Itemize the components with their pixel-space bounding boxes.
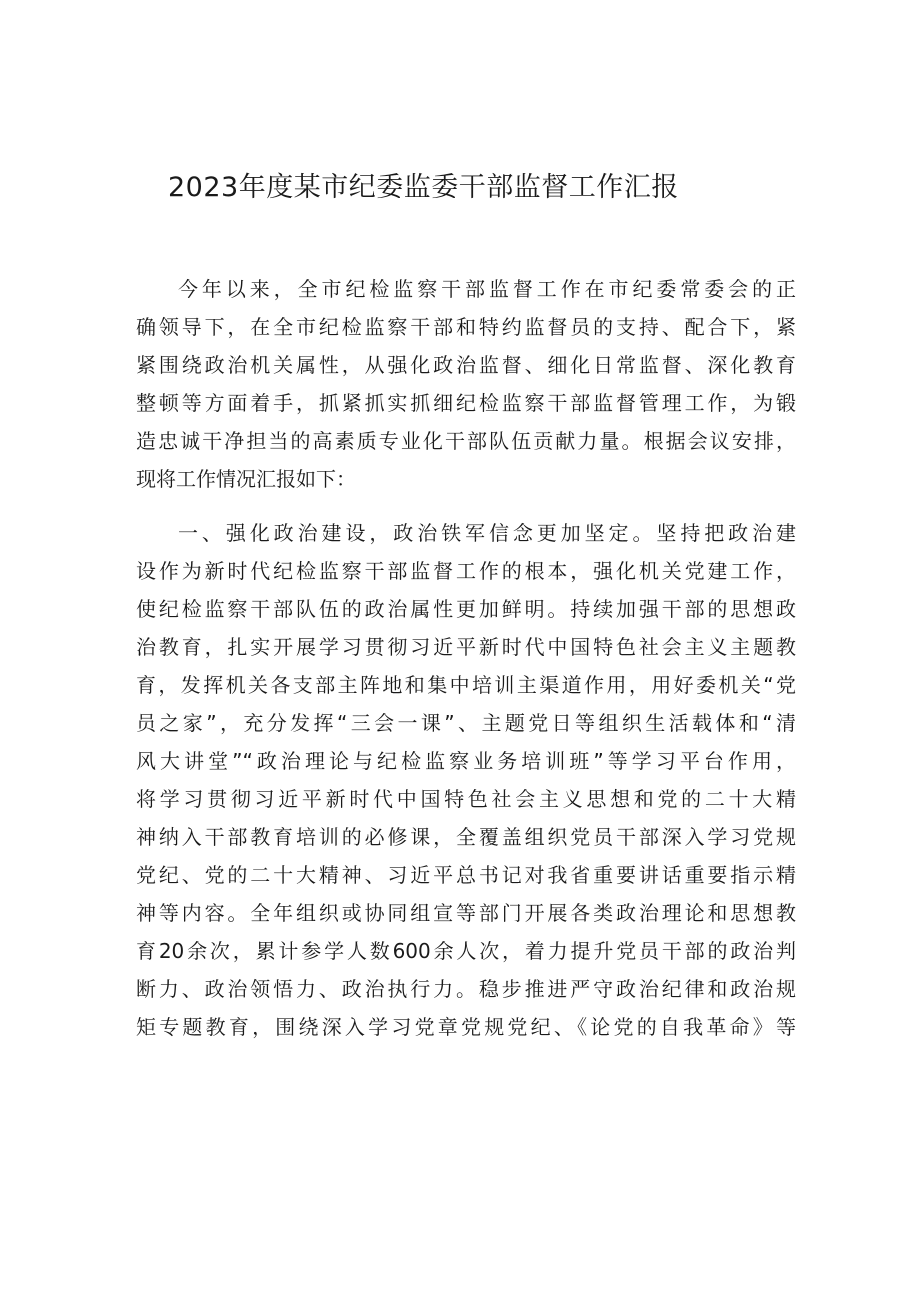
- paragraph-1-line: 造忠诚干净担当的高素质专业化干部队伍贡献力量。根据会议安排，: [136, 429, 796, 453]
- paragraph-2-line: 将学习贯彻习近平新时代中国特色社会主义思想和党的二十大精: [136, 787, 796, 811]
- paragraph-2-line: 使纪检监察干部队伍的政治属性更加鲜明。持续加强干部的思想政: [136, 597, 796, 621]
- paragraph-2-line: 设作为新时代纪检监察干部监督工作的根本，强化机关党建工作，: [136, 559, 796, 583]
- paragraph-2-line: 育，发挥机关各支部主阵地和集中培训主渠道作用，用好委机关“党: [136, 673, 796, 697]
- paragraph-1-line: 今年以来，全市纪检监察干部监督工作在市纪委常委会的正: [178, 277, 796, 301]
- paragraph-2-line: 治教育，扎实开展学习贯彻习近平新时代中国特色社会主义主题教: [136, 635, 796, 659]
- document-body: [136, 270, 796, 1046]
- paragraph-2-line: 一、强化政治建设，政治铁军信念更加坚定。坚持把政治建: [178, 521, 796, 545]
- paragraph-2-line: 风大讲堂”“政治理论与纪检监察业务培训班”等学习平台作用，: [136, 749, 796, 773]
- paragraph-1-line: 现将工作情况汇报如下：: [136, 467, 356, 491]
- paragraph-2-line: 神纳入干部教育培训的必修课，全覆盖组织党员干部深入学习党规: [136, 825, 796, 849]
- paragraph-2-line: 矩专题教育，围绕深入学习党章党规党纪、《论党的自我革命》等: [136, 1015, 796, 1039]
- paragraph-2-line: 党纪、党的二十大精神、习近平总书记对我省重要讲话重要指示精: [136, 863, 796, 887]
- paragraph-2-line: 神等内容。全年组织或协同组宣等部门开展各类政治理论和思想教: [136, 901, 796, 925]
- paragraph-2-line: 员之家”，充分发挥“三会一课”、主题党日等组织生活载体和“清: [136, 711, 796, 735]
- paragraph-2-line: 断力、政治领悟力、政治执行力。稳步推进严守政治纪律和政治规: [136, 977, 796, 1001]
- paragraph-1-line: 紧围绕政治机关属性，从强化政治监督、细化日常监督、深化教育: [136, 353, 796, 377]
- paragraph-2-line: 育20余次，累计参学人数600余人次，着力提升党员干部的政治判: [136, 939, 796, 963]
- paragraph-gap: [136, 498, 796, 514]
- paragraph-1-line: 整顿等方面着手，抓紧抓实抓细纪检监察干部监督管理工作，为锻: [136, 391, 796, 415]
- paragraph-1-line: 确领导下，在全市纪检监察干部和特约监督员的支持、配合下，紧: [136, 315, 796, 339]
- document-title: 2023年度某市纪委监委干部监督工作汇报: [168, 172, 679, 203]
